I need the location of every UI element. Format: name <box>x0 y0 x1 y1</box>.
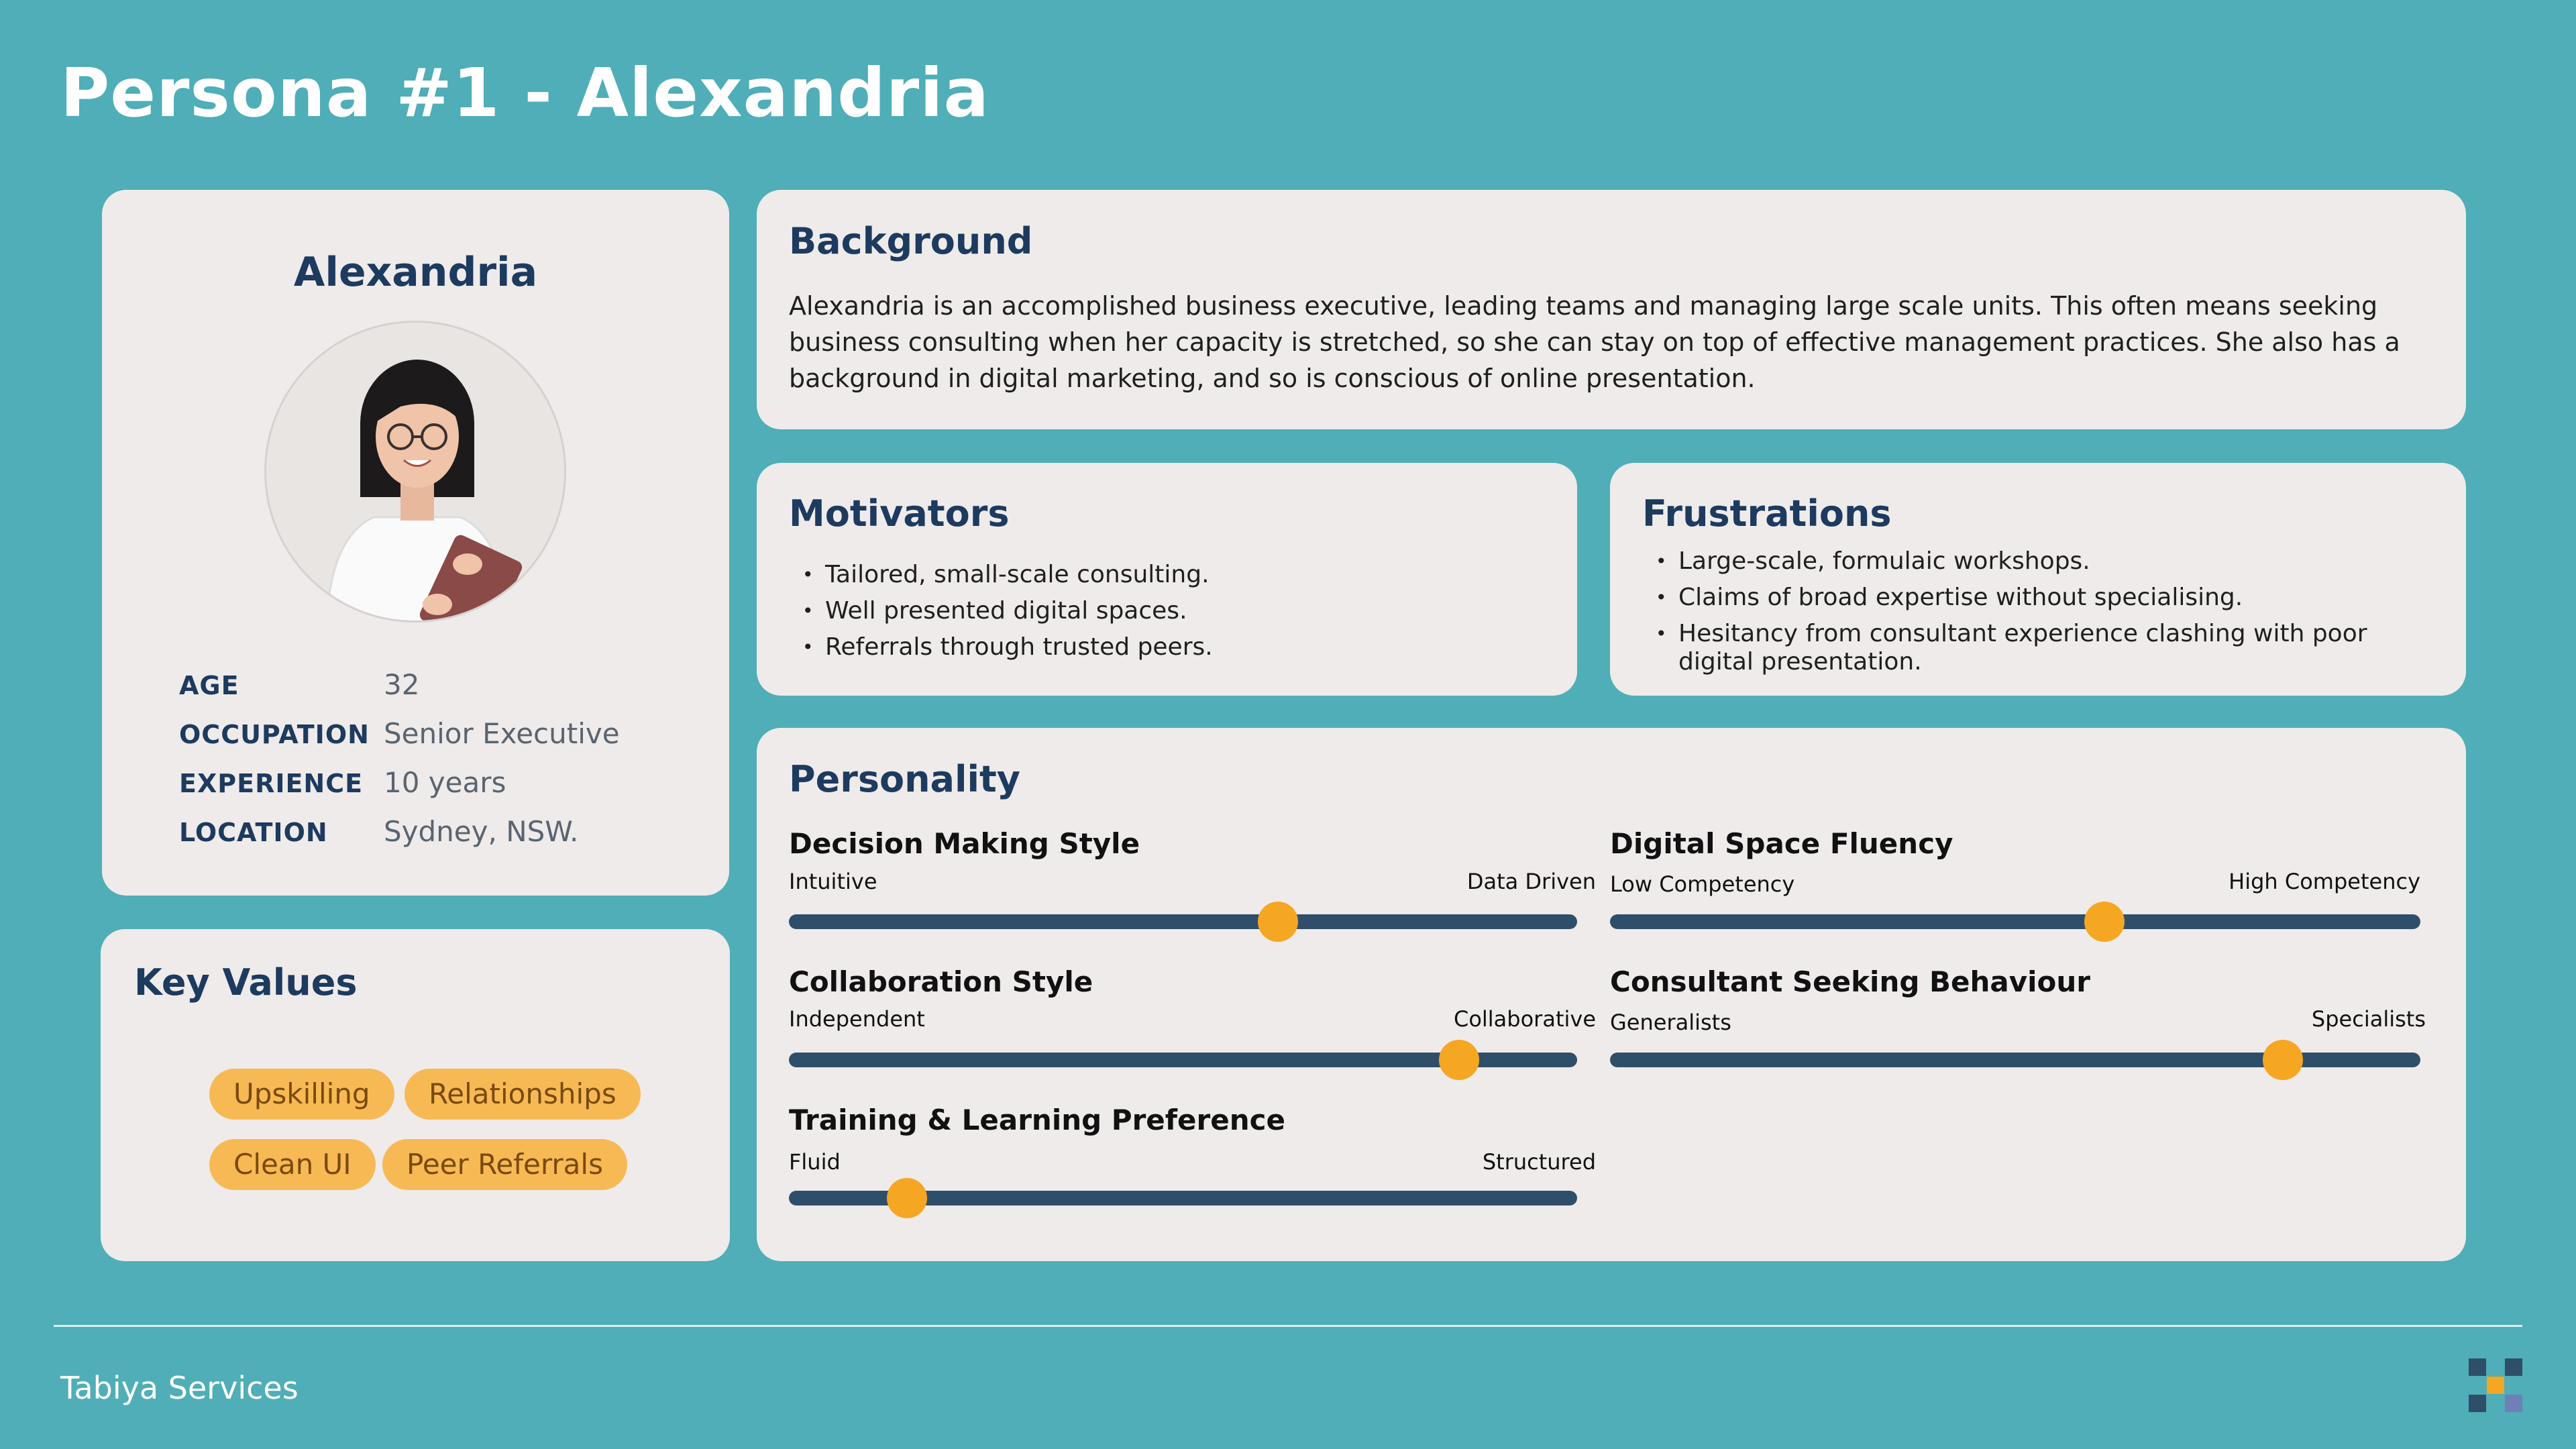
frustrations-card <box>1610 463 2466 696</box>
info-row-location <box>179 815 578 848</box>
footer-divider <box>54 1325 2522 1327</box>
list-item: • Claims of broad expertise without specialising. <box>1642 580 2434 616</box>
slider-right-label: Structured <box>1482 1149 1596 1175</box>
slider-knob[interactable] <box>1439 1040 1479 1080</box>
brand-logo-icon <box>2469 1358 2522 1412</box>
list-item: • Tailored, small-scale consulting. <box>789 557 1554 593</box>
list-item: • Well presented digital spaces. <box>789 593 1554 629</box>
slider-title: Training & Learning Preference <box>789 1104 1286 1136</box>
experience-label: EXPERIENCE <box>179 769 364 798</box>
slider-title: Consultant Seeking Behaviour <box>1610 965 2091 998</box>
info-row-age <box>179 668 419 701</box>
location-label: LOCATION <box>179 818 328 847</box>
list-item: • Referrals through trusted peers. <box>789 629 1554 665</box>
experience-value: 10 years <box>384 766 506 799</box>
profile-card <box>102 190 729 896</box>
list-item: • Hesitancy from consultant experience clashing with poor digital presentation. <box>1642 616 2434 676</box>
footer-text: Tabiya Services <box>60 1370 299 1406</box>
slider-left-label: Independent <box>789 1006 925 1032</box>
background-heading: Background <box>789 220 1033 262</box>
frustrations-heading: Frustrations <box>1642 492 1892 535</box>
slider-track <box>1610 914 2420 929</box>
personality-card <box>757 728 2466 1261</box>
slider-left-label: Low Competency <box>1610 871 1795 897</box>
page-title: Persona #1 - Alexandria <box>60 54 989 132</box>
slider-left-label: Generalists <box>1610 1010 1731 1035</box>
slider-title: Decision Making Style <box>789 827 1140 860</box>
personality-heading: Personality <box>789 758 1020 800</box>
avatar-illustration <box>266 323 566 623</box>
slider-track <box>789 1191 1577 1205</box>
slider-title: Collaboration Style <box>789 965 1093 998</box>
motivators-card <box>757 463 1577 696</box>
slider-left-label: Intuitive <box>789 869 877 894</box>
motivators-heading: Motivators <box>789 492 1010 535</box>
list-item: • Large-scale, formulaic workshops. <box>1642 543 2434 580</box>
slider-right-label: Data Driven <box>1466 869 1596 894</box>
slider-title: Digital Space Fluency <box>1610 827 1953 860</box>
value-pill: Peer Referrals <box>382 1139 627 1190</box>
location-value: Sydney, NSW. <box>384 815 579 848</box>
key-values-card <box>101 929 730 1261</box>
background-text: Alexandria is an accomplished business executive, leading teams and managing large scale units. This often means seeking business consulting when her capacity is stretched, so she can stay on top of effective management practices. She also has a background in digital marketing, and so is conscious of online presentation. <box>789 291 2400 393</box>
slider-knob[interactable] <box>2263 1040 2303 1080</box>
frustrations-list <box>1642 543 2434 676</box>
slider-right-label: High Competency <box>2229 869 2420 894</box>
value-pill: Relationships <box>405 1069 641 1120</box>
slider-left-label: Fluid <box>789 1149 841 1175</box>
profile-name: Alexandria <box>293 249 538 296</box>
occupation-value: Senior Executive <box>384 717 620 750</box>
slider-knob[interactable] <box>2084 902 2125 942</box>
slider-right-label: Collaborative <box>1453 1006 1596 1032</box>
value-pill: Upskilling <box>209 1069 394 1120</box>
motivators-list <box>789 557 1554 665</box>
slider-track <box>789 914 1577 929</box>
avatar <box>264 321 566 623</box>
occupation-label: OCCUPATION <box>179 720 370 749</box>
key-values-heading: Key Values <box>134 961 358 1004</box>
slider-knob[interactable] <box>1258 902 1298 942</box>
background-card <box>757 190 2466 429</box>
info-row-occupation <box>179 717 620 750</box>
slider-track <box>1610 1053 2420 1067</box>
info-row-experience <box>179 766 506 799</box>
slider-right-label: Specialists <box>2311 1006 2426 1032</box>
age-value: 32 <box>384 668 420 701</box>
slider-track <box>789 1053 1577 1067</box>
value-pill: Clean UI <box>209 1139 376 1190</box>
age-label: AGE <box>179 671 239 700</box>
slider-knob[interactable] <box>887 1178 927 1218</box>
